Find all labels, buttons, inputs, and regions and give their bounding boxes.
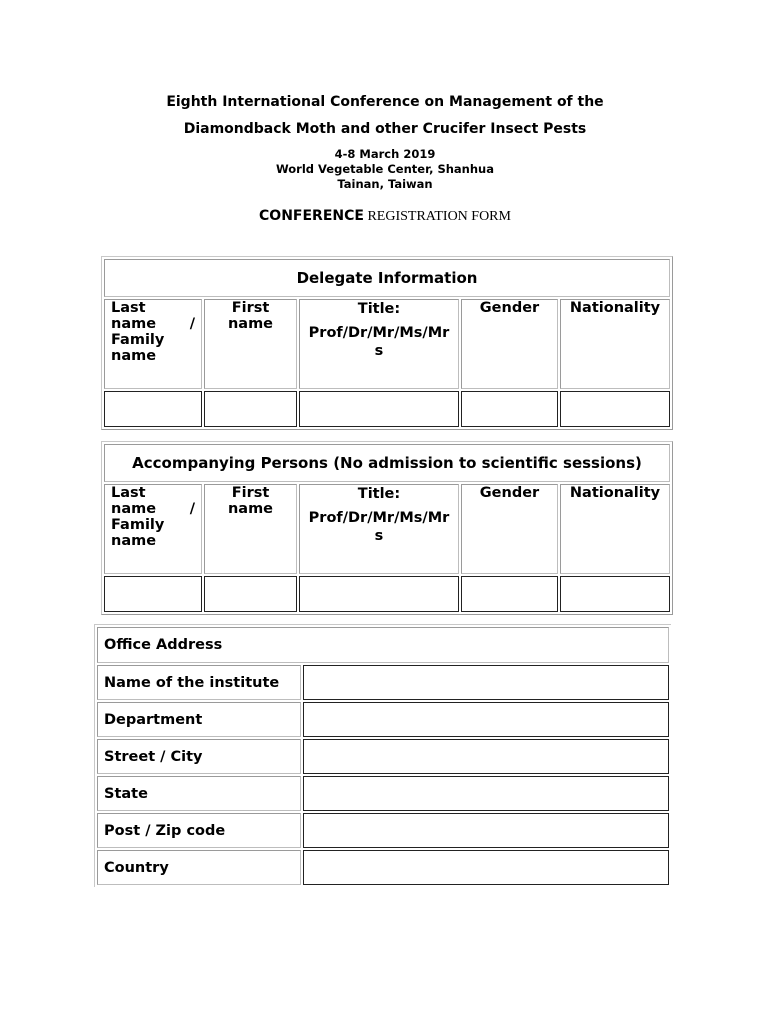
delegate-first-name-field[interactable] bbox=[204, 391, 297, 427]
delegate-last-name-field[interactable] bbox=[104, 391, 202, 427]
form-heading-rest: REGISTRATION FORM bbox=[363, 209, 511, 224]
delegate-gender-field[interactable] bbox=[461, 391, 558, 427]
office-field-row bbox=[97, 739, 669, 774]
column-title bbox=[299, 484, 459, 574]
delegate-information-heading: Delegate Information bbox=[104, 259, 670, 297]
column-title-label: Title: bbox=[357, 486, 401, 502]
post-zip-label: Post / Zip code bbox=[97, 813, 301, 848]
accompanying-entry-row bbox=[104, 576, 670, 612]
delegate-entry-row bbox=[104, 391, 670, 427]
conference-title-line-2: Diamondback Moth and other Crucifer Insect Pests bbox=[183, 121, 587, 137]
accompanying-nationality-field[interactable] bbox=[560, 576, 670, 612]
column-gender: Gender bbox=[461, 299, 558, 389]
country-label: Country bbox=[97, 850, 301, 885]
department-field[interactable] bbox=[303, 702, 669, 737]
state-label: State bbox=[97, 776, 301, 811]
post-zip-field[interactable] bbox=[303, 813, 669, 848]
column-nationality: Nationality bbox=[560, 299, 670, 389]
column-last-name: Last name / Family name bbox=[104, 299, 202, 389]
accompanying-first-name-field[interactable] bbox=[204, 576, 297, 612]
street-city-field[interactable] bbox=[303, 739, 669, 774]
delegate-nationality-field[interactable] bbox=[560, 391, 670, 427]
column-nationality: Nationality bbox=[560, 484, 670, 574]
column-gender: Gender bbox=[461, 484, 558, 574]
column-last-name: Last name / Family name bbox=[104, 484, 202, 574]
conference-date: 4-8 March 2019 bbox=[334, 147, 436, 161]
conference-location: Tainan, Taiwan bbox=[337, 177, 433, 191]
column-title bbox=[299, 299, 459, 389]
conference-venue: World Vegetable Center, Shanhua bbox=[276, 162, 494, 176]
accompanying-persons-table bbox=[101, 441, 673, 615]
office-field-row bbox=[97, 665, 669, 700]
delegate-title-field[interactable] bbox=[299, 391, 459, 427]
accompanying-title-field[interactable] bbox=[299, 576, 459, 612]
delegate-information-table bbox=[101, 256, 673, 430]
office-address-heading: Office Address bbox=[97, 627, 669, 663]
office-address-table bbox=[94, 624, 671, 887]
office-field-row bbox=[97, 850, 669, 885]
column-first-name: First name bbox=[204, 484, 297, 574]
office-field-row bbox=[97, 813, 669, 848]
column-title-label: Title: bbox=[357, 301, 401, 317]
street-city-label: Street / City bbox=[97, 739, 301, 774]
institute-label: Name of the institute bbox=[97, 665, 301, 700]
office-field-row bbox=[97, 702, 669, 737]
conference-title-line-1: Eighth International Conference on Management of the bbox=[166, 94, 604, 110]
accompanying-persons-heading: Accompanying Persons (No admission to scientific sessions) bbox=[104, 444, 670, 482]
state-field[interactable] bbox=[303, 776, 669, 811]
form-heading bbox=[0, 208, 770, 225]
accompanying-gender-field[interactable] bbox=[461, 576, 558, 612]
office-field-row bbox=[97, 776, 669, 811]
department-label: Department bbox=[97, 702, 301, 737]
column-first-name: First name bbox=[204, 299, 297, 389]
column-title-options: Prof/Dr/Mr/Ms/Mrs bbox=[308, 325, 450, 359]
institute-field[interactable] bbox=[303, 665, 669, 700]
country-field[interactable] bbox=[303, 850, 669, 885]
form-heading-bold: CONFERENCE bbox=[259, 208, 364, 224]
column-title-options: Prof/Dr/Mr/Ms/Mrs bbox=[308, 510, 450, 544]
accompanying-last-name-field[interactable] bbox=[104, 576, 202, 612]
